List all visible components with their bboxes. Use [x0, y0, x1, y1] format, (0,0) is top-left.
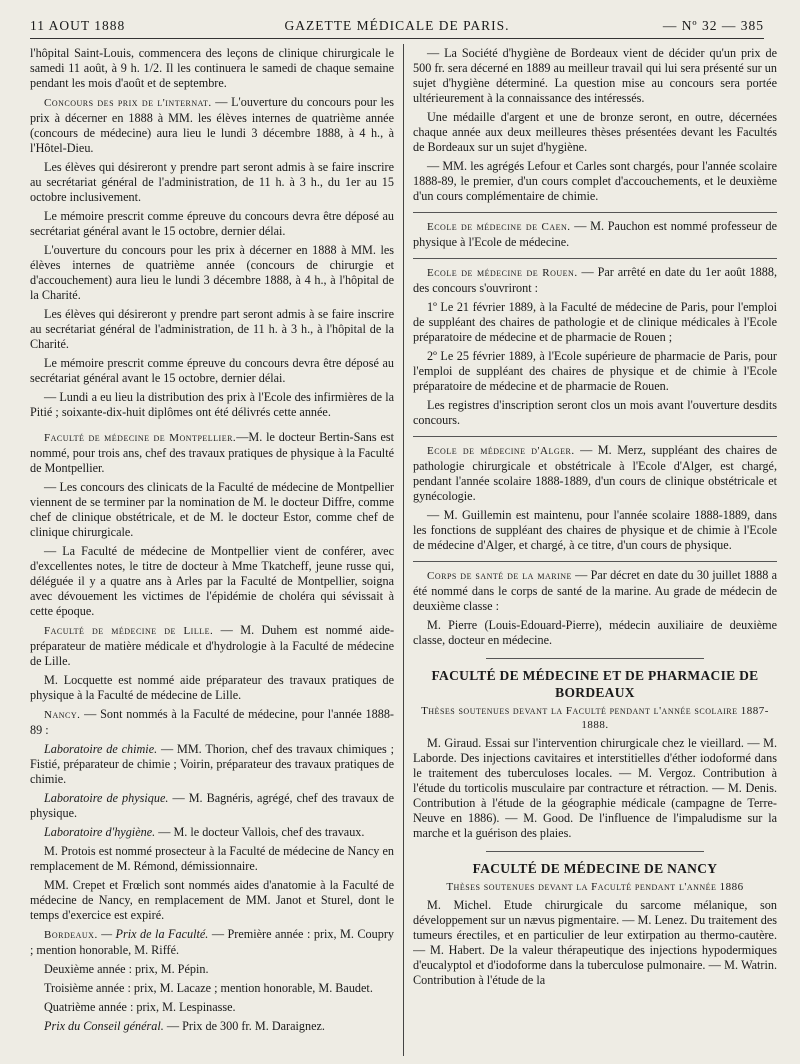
paragraph-text: — Première année : prix, M. Coupry ; mention honorable, M. Riffé.: [30, 927, 394, 957]
paragraph-text: — M. le docteur Vallois, chef des travaux.: [155, 825, 365, 839]
divider: [413, 561, 777, 562]
section-heading: Ecole de médecine de Rouen.: [427, 267, 578, 279]
divider: [413, 212, 777, 213]
subsection-heading: Laboratoire d'hygiène.: [44, 825, 156, 839]
page-number: — Nº 32 — 385: [662, 18, 764, 33]
paragraph: [30, 825, 394, 840]
section-heading: Ecole de médecine d'Alger.: [427, 445, 575, 457]
paragraph-text: — Sont nommés à la Faculté de médecine, pour l'année 1888-89 :: [30, 707, 394, 737]
paragraph: L'ouverture du concours pour les prix à décerner en 1888 à MM. les élèves internes de quatrième année (concours de chirurgie et d'accouchement) aura lieu le lundi 3 décembre 1888, à 4 h., à l'hôpital de la Charité.: [30, 243, 394, 302]
section-heading: Concours des prix de l'internat.: [44, 97, 212, 109]
paragraph: [30, 707, 394, 738]
paragraph: — La Société d'hygiène de Bordeaux vient de décider qu'un prix de 500 fr. sera décerné en 1889 au meilleur travail qui lui sera présenté sur un sujet d'hygiène déterminé. La question mise au concours sera portée ultérieurement à la connaissance des intéressés.: [413, 46, 777, 105]
paragraph: [413, 443, 777, 504]
paragraph: Quatrième année : prix, M. Lespinasse.: [44, 1000, 236, 1014]
paragraph: [30, 95, 394, 156]
paragraph: Les registres d'inscription seront clos un mois avant l'ouverture desdits concours.: [413, 398, 777, 427]
paragraph-text: — MM. Thorion, chef des travaux chimiques ; Fistié, préparateur de chimie ; Voirin, préparateur des travaux pratiques de chimie.: [30, 742, 394, 786]
paragraph: — MM. les agrégés Lefour et Carles sont chargés, pour l'année scolaire 1888-89, le premier, d'un cours complet d'accouchements, et le deuxième d'un cours complémentaire de chimie.: [413, 159, 777, 203]
paragraph: [30, 791, 394, 821]
paragraph: Le mémoire prescrit comme épreuve du concours devra être déposé au secrétariat général avant le 15 octobre, dernier délai.: [30, 209, 394, 238]
paragraph: Une médaille d'argent et une de bronze seront, en outre, décernées chaque année aux deux meilleures thèses présentées devant les Facultés de Bordeaux sur un sujet d'hygiène.: [413, 110, 777, 154]
subsection-heading: Prix du Conseil général.: [44, 1019, 164, 1033]
right-column: [413, 46, 777, 1056]
left-column: [30, 46, 394, 1056]
paragraph: [30, 742, 394, 787]
subsection-heading: Laboratoire de chimie.: [44, 742, 158, 756]
column-divider: [403, 44, 404, 1056]
paragraph: Le mémoire prescrit comme épreuve du concours devra être déposé au secrétariat général avant le 15 octobre, dernier délai.: [30, 356, 394, 385]
divider: [486, 658, 704, 659]
section-heading: Corps de santé de la marine: [427, 570, 572, 582]
paragraph: Les élèves qui désireront y prendre part seront admis à se faire inscrire au secrétariat général de l'administration, de 11 h. à 3 h., à l'hôpital de la Charité.: [30, 307, 394, 351]
paragraph-text: — M. Bagnéris, agrégé, chef des travaux de physique.: [30, 791, 394, 820]
paragraph: M. Protois est nommé prosecteur à la Faculté de médecine de Nancy en remplacement de M. Rémond, démissionnaire.: [30, 844, 394, 873]
paragraph-text: —M. le docteur Bertin-Sans est nommé, pour trois ans, chef des travaux pratiques de physique à la Faculté de Montpellier.: [30, 430, 394, 475]
paragraph: [30, 927, 394, 958]
subsection-heading: Laboratoire de physique.: [44, 791, 169, 805]
paragraph: M. Locquette est nommé aide préparateur des travaux pratiques de physique à la Faculté de médecine de Lille.: [30, 673, 394, 702]
section-heading: Ecole de médecine de Caen.: [427, 221, 571, 233]
paragraph-text: — Par arrêté en date du 1er août 1888, des concours s'ouvriront :: [413, 265, 777, 295]
section-heading: Nancy.: [44, 709, 81, 721]
paragraph: M. Giraud. Essai sur l'intervention chirurgicale chez le vieillard. — M. Laborde. Des injections cavitaires et interstitielles d'éther iodoformé dans le traitement des tuberculoses locales. — M. Vergoz. Contribution à l'étude du torticolis musculaire par contracture et rétraction. — M. Denis. Contribution à l'étude de la géographie médicale (campagne de Terre-Neuve en 1886). — M. Good. De l'influence de l'impaludisme sur la marche et la guérison des plaies.: [413, 736, 777, 840]
paragraph-text: — M. Pauchon est nommé professeur de physique à l'Ecole de médecine.: [413, 219, 777, 249]
paragraph: — M. Guillemin est maintenu, pour l'année scolaire 1888-1889, dans les fonctions de suppléant des chaires de physique et de chimie à l'Ecole de médecine d'Alger, et chargé, à ce titre, d'un cours de physique.: [413, 508, 777, 552]
paragraph: [30, 1019, 394, 1034]
paragraph: [413, 219, 777, 250]
page-header: [30, 14, 764, 39]
divider: [486, 851, 704, 852]
paragraph: — Lundi a eu lieu la distribution des prix à l'Ecole des infirmières de la Pitié ; soixante-dix-huit diplômes ont été délivrés cette année.: [30, 390, 394, 419]
paragraph: — La Faculté de médecine de Montpellier vient de conférer, avec d'excellentes notes, le titre de docteur à Mme Tkatcheff, jeune russe qui, déléguée il y a quatre ans à Arles par la Faculté de Montpellier, soigna avec dévouement les victimes de l'épidémie de choléra qui sévissait à cette époque.: [30, 544, 394, 618]
section-subtitle-nancy: Thèses soutenues devant la Faculté pendant l'année 1886: [446, 881, 744, 893]
paragraph: [413, 568, 777, 614]
paragraph: M. Michel. Etude chirurgicale du sarcome mélanique, son développement sur un nævus pigmentaire. — M. Lenez. Du traitement des tumeurs érectiles, et en particulier de leur extirpation au thermo-cautère. — M. Habert. De la valeur thérapeutique des injections hypodermiques d'eucalyptol et d'iodoforme dans la tuberculose pulmonaire. — M. Watrin. Contribution à l'étude de la: [413, 898, 777, 987]
paragraph: Deuxième année : prix, M. Pépin.: [44, 962, 209, 976]
journal-title: GAZETTE MÉDICALE DE PARIS.: [284, 18, 510, 33]
issue-date: 11 AOUT 1888: [30, 18, 126, 33]
section-subtitle-bordeaux: Thèses soutenues devant la Faculté pendant l'année scolaire 1887-1888.: [421, 705, 769, 731]
paragraph: l'hôpital Saint-Louis, commencera des leçons de clinique chirurgicale le samedi 11 août, à 9 h. 1/2. Il les continuera le samedi de chaque semaine pendant les mois d'août et de septembre.: [30, 46, 394, 90]
section-title-nancy: FACULTÉ DE MÉDECINE DE NANCY: [472, 861, 718, 876]
paragraph-text: — M. Duhem est nommé aide-préparateur de matière médicale et d'hydrologie à la Faculté de médecine de Lille.: [30, 623, 394, 668]
paragraph: 2º Le 25 février 1889, à l'Ecole supérieure de pharmacie de Paris, pour l'emploi de suppléant des chaires de physique et de chimie à l'Ecole préparatoire de médecine et de pharmacie de Rouen.: [413, 349, 777, 393]
paragraph: [413, 265, 777, 296]
paragraph: 1º Le 21 février 1889, à la Faculté de médecine de Paris, pour l'emploi de suppléant des chaires de pathologie et de clinique médicales à l'Ecole préparatoire de médecine et de pharmacie de Rouen ;: [413, 300, 777, 344]
paragraph-text: — L'ouverture du concours pour les prix à décerner en 1888 à MM. les élèves internes de quatrième année (concours de médecine) aura lieu le lundi 3 décembre 1888, à 4 h., à l'Hôtel-Dieu.: [30, 95, 394, 155]
paragraph: Troisième année : prix, M. Lacaze ; mention honorable, M. Baudet.: [44, 981, 373, 995]
divider: [413, 258, 777, 259]
section-heading: Faculté de médecine de Montpellier.: [44, 432, 237, 444]
paragraph: M. Pierre (Louis-Edouard-Pierre), médecin auxiliaire de deuxième classe, docteur en médecine.: [413, 618, 777, 647]
section-heading: Faculté de médecine de Lille.: [44, 625, 214, 637]
paragraph: Les élèves qui désireront y prendre part seront admis à se faire inscrire au secrétariat général de l'administration, de 11 h. à 3 h., du 1er au 15 octobre inclusivement.: [30, 160, 394, 204]
paragraph: [30, 430, 394, 476]
section-title-bordeaux: FACULTÉ DE MÉDECINE ET DE PHARMACIE DE BORDEAUX: [431, 668, 759, 700]
paragraph: MM. Crepet et Frœlich sont nommés aides d'anatomie à la Faculté de médecine de Nancy, en remplacement de MM. Janot et Sturel, dont le temps d'exercice est expiré.: [30, 878, 394, 922]
paragraph: — Les concours des clinicats de la Faculté de médecine de Montpellier viennent de se terminer par la nomination de M. le docteur Diffre, comme chef de clinique obstétricale, et de M. le docteur Estor, comme chef de clinique chirurgicale.: [30, 480, 394, 539]
paragraph-text: — Par décret en date du 30 juillet 1888 a été nommé dans le corps de santé de la marine. Au grade de médecin de deuxième classe :: [413, 568, 777, 613]
paragraph-text: — M. Merz, suppléant des chaires de pathologie chirurgicale et obstétricale à l'Ecole d'Alger, est chargé, pendant l'année scolaire 1888-1889, d'un cours de clinique obstétricale et gynécologie.: [413, 443, 777, 503]
divider: [413, 436, 777, 437]
paragraph: [30, 623, 394, 669]
subsection-heading: — Prix de la Faculté.: [97, 927, 209, 941]
section-heading: Bordeaux.: [44, 929, 98, 941]
paragraph-text: — Prix de 300 fr. M. Daraignez.: [163, 1019, 325, 1033]
